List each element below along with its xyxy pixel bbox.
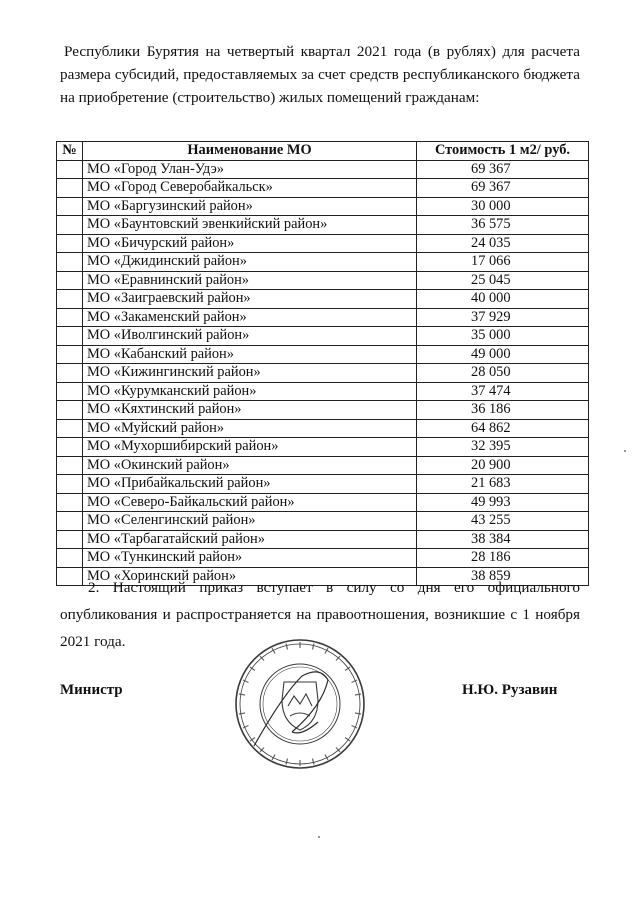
table-row	[57, 456, 589, 475]
header-number: №	[57, 142, 83, 161]
row-number-cell	[57, 419, 83, 438]
cost-table-body	[57, 160, 589, 586]
mo-name-cell: МО «Тарбагатайский район»	[83, 530, 417, 549]
cost-cell: 38 859	[417, 567, 589, 586]
cost-cell: 28 186	[417, 549, 589, 568]
mo-name-cell: МО «Город Северобайкальск»	[83, 179, 417, 198]
mo-name-cell: МО «Северо-Байкальский район»	[83, 493, 417, 512]
clause-paragraph: 2. Настоящий приказ вступает в силу со дня его официального опубликования и распространяется на правоотношения, возникшие с 1 ноября 2021 года.	[60, 579, 580, 650]
cost-cell: 32 395	[417, 438, 589, 457]
row-number-cell	[57, 290, 83, 309]
cost-cell: 36 575	[417, 216, 589, 235]
row-number-cell	[57, 382, 83, 401]
row-number-cell	[57, 438, 83, 457]
cost-cell: 69 367	[417, 179, 589, 198]
row-number-cell	[57, 493, 83, 512]
row-number-cell	[57, 197, 83, 216]
header-mo-name: Наименование МО	[83, 142, 417, 161]
table-row	[57, 290, 589, 309]
cost-cell: 35 000	[417, 327, 589, 346]
table-row	[57, 327, 589, 346]
cost-cell: 49 993	[417, 493, 589, 512]
table-row	[57, 179, 589, 198]
mo-name-cell: МО «Иволгинский район»	[83, 327, 417, 346]
mo-name-cell: МО «Прибайкальский район»	[83, 475, 417, 494]
mo-name-cell: МО «Тункинский район»	[83, 549, 417, 568]
table-row	[57, 401, 589, 420]
row-number-cell	[57, 271, 83, 290]
mo-name-cell: МО «Кижингинский район»	[83, 364, 417, 383]
table-row	[57, 475, 589, 494]
cost-cell: 25 045	[417, 271, 589, 290]
mo-name-cell: МО «Селенгинский район»	[83, 512, 417, 531]
table-row	[57, 271, 589, 290]
row-number-cell	[57, 253, 83, 272]
row-number-cell	[57, 216, 83, 235]
row-number-cell	[57, 160, 83, 179]
mo-name-cell: МО «Бичурский район»	[83, 234, 417, 253]
table-row	[57, 160, 589, 179]
official-seal-stamp	[232, 636, 368, 772]
row-number-cell	[57, 456, 83, 475]
cost-cell: 49 000	[417, 345, 589, 364]
intro-paragraph: Республики Бурятия на четвертый квартал 2021 года (в рублях) для расчета размера субсидий, предоставляемых за счет средств республиканского бюджета на приобретение (строительство) жилых помещений гражданам:	[60, 43, 580, 106]
mo-name-cell: МО «Еравнинский район»	[83, 271, 417, 290]
scan-speck	[624, 450, 626, 452]
row-number-cell	[57, 401, 83, 420]
table-row	[57, 234, 589, 253]
mo-name-cell: МО «Муйский район»	[83, 419, 417, 438]
row-number-cell	[57, 179, 83, 198]
header-cost: Стоимость 1 м2/ руб.	[417, 142, 589, 161]
table-row	[57, 512, 589, 531]
mo-name-cell: МО «Джидинский район»	[83, 253, 417, 272]
signature-title: Министр	[60, 682, 123, 698]
table-row	[57, 308, 589, 327]
table-row	[57, 216, 589, 235]
table-row	[57, 364, 589, 383]
mo-name-cell: МО «Заиграевский район»	[83, 290, 417, 309]
cost-cell: 43 255	[417, 512, 589, 531]
table-row	[57, 197, 589, 216]
cost-cell: 28 050	[417, 364, 589, 383]
table-row	[57, 382, 589, 401]
mo-name-cell: МО «Курумканский район»	[83, 382, 417, 401]
cost-table	[56, 141, 589, 586]
table-row	[57, 419, 589, 438]
cost-cell: 37 929	[417, 308, 589, 327]
table-row	[57, 438, 589, 457]
row-number-cell	[57, 475, 83, 494]
cost-cell: 69 367	[417, 160, 589, 179]
cost-cell: 20 900	[417, 456, 589, 475]
table-row	[57, 549, 589, 568]
table-row	[57, 345, 589, 364]
mo-name-cell: МО «Баргузинский район»	[83, 197, 417, 216]
cost-cell: 30 000	[417, 197, 589, 216]
header-row	[57, 142, 589, 161]
row-number-cell	[57, 345, 83, 364]
table-row	[57, 253, 589, 272]
cost-cell: 21 683	[417, 475, 589, 494]
signature-name: Н.Ю. Рузавин	[462, 682, 558, 698]
cost-cell: 36 186	[417, 401, 589, 420]
mo-name-cell: МО «Город Улан-Удэ»	[83, 160, 417, 179]
row-number-cell	[57, 549, 83, 568]
mo-name-cell: МО «Закаменский район»	[83, 308, 417, 327]
cost-cell: 17 066	[417, 253, 589, 272]
cost-table-header	[57, 142, 589, 161]
cost-cell: 40 000	[417, 290, 589, 309]
row-number-cell	[57, 234, 83, 253]
mo-name-cell: МО «Хоринский район»	[83, 567, 417, 586]
row-number-cell	[57, 364, 83, 383]
row-number-cell	[57, 530, 83, 549]
scan-speck	[318, 836, 320, 838]
table-row	[57, 530, 589, 549]
mo-name-cell: МО «Мухоршибирский район»	[83, 438, 417, 457]
table-row	[57, 493, 589, 512]
cost-cell: 24 035	[417, 234, 589, 253]
mo-name-cell: МО «Кяхтинский район»	[83, 401, 417, 420]
cost-cell: 64 862	[417, 419, 589, 438]
row-number-cell	[57, 308, 83, 327]
mo-name-cell: МО «Окинский район»	[83, 456, 417, 475]
cost-cell: 37 474	[417, 382, 589, 401]
row-number-cell	[57, 327, 83, 346]
mo-name-cell: МО «Баунтовский эвенкийский район»	[83, 216, 417, 235]
mo-name-cell: МО «Кабанский район»	[83, 345, 417, 364]
cost-cell: 38 384	[417, 530, 589, 549]
row-number-cell	[57, 512, 83, 531]
